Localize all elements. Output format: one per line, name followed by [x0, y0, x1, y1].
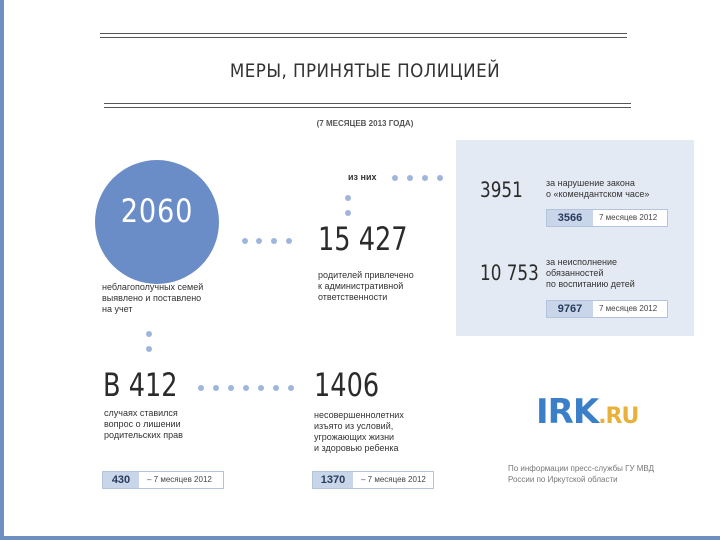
source-note — [508, 463, 654, 485]
upbringing-description-line: за неисполнение — [546, 257, 618, 267]
rights-description-line: вопрос о лишении — [104, 419, 181, 429]
curfew-number: 3951 — [480, 178, 523, 202]
top-rule-2 — [100, 37, 627, 38]
curfew-comparison-number: 3566 — [547, 210, 593, 226]
connector-dot — [437, 175, 443, 181]
from-them-label: из них — [348, 172, 377, 182]
curfew-description-line: о «комендантском часе» — [546, 189, 650, 199]
minors-description-line: изъято из условий, — [314, 421, 394, 431]
connector-dot — [407, 175, 413, 181]
connector-dot — [146, 346, 152, 352]
parents-description-line: родителей привлечено — [318, 270, 414, 280]
connector-dot — [273, 385, 279, 391]
parents-description-line: ответственности — [318, 292, 388, 302]
connector-dot — [242, 238, 248, 244]
parents-number: 15 427 — [318, 220, 408, 258]
details-panel — [456, 140, 694, 336]
upbringing-comparison-badge — [546, 300, 668, 318]
connector-dot — [345, 195, 351, 201]
minors-comparison-label: – 7 месяцев 2012 — [361, 475, 426, 484]
upbringing-description-line: по воспитанию детей — [546, 279, 635, 289]
connector-dot — [288, 385, 294, 391]
curfew-comparison-label: 7 месяцев 2012 — [599, 213, 658, 222]
minors-description-line: несовершеннолетних — [314, 410, 404, 420]
rights-comparison-badge — [102, 471, 224, 489]
irk-logo — [536, 392, 638, 432]
minors-description-line: угрожающих жизни — [314, 432, 395, 442]
families-description-line: на учет — [102, 304, 133, 314]
connector-dot — [213, 385, 219, 391]
connector-dot — [228, 385, 234, 391]
upbringing-number: 10 753 — [480, 261, 539, 285]
families-description — [102, 282, 203, 315]
rights-comparison-number: 430 — [103, 472, 139, 488]
minors-description — [314, 410, 404, 454]
connector-dot — [286, 238, 292, 244]
curfew-description — [546, 178, 649, 200]
irk-logo-suffix: .RU — [598, 404, 639, 429]
minors-comparison-badge — [312, 471, 434, 489]
connector-dot — [256, 238, 262, 244]
families-circle — [95, 160, 219, 284]
connector-dot — [198, 385, 204, 391]
connector-dot — [392, 175, 398, 181]
connector-dot — [258, 385, 264, 391]
minors-number: 1406 — [314, 366, 380, 404]
source-line: По информации пресс-службы ГУ МВД — [508, 464, 655, 473]
rights-description — [104, 408, 183, 441]
upbringing-comparison-label: 7 месяцев 2012 — [599, 304, 658, 313]
connector-dot — [345, 210, 351, 216]
page-subtitle: (7 МЕСЯЦЕВ 2013 ГОДА) — [316, 119, 414, 128]
families-description-line: неблагополучных семей — [102, 282, 204, 292]
parents-description — [318, 270, 414, 303]
top-rule — [100, 33, 627, 34]
bottom-rule-2 — [104, 107, 631, 108]
rights-description-line: случаях ставился — [104, 408, 178, 418]
frame-bottom-border — [0, 536, 720, 540]
curfew-description-line: за нарушение закона — [546, 178, 635, 188]
connector-dot — [243, 385, 249, 391]
rights-description-line: родительских прав — [104, 430, 183, 440]
irk-logo-main: IRK — [536, 392, 599, 432]
bottom-rule — [104, 103, 631, 104]
minors-comparison-number: 1370 — [313, 472, 353, 488]
connector-dot — [271, 238, 277, 244]
frame-left-border — [0, 0, 4, 540]
upbringing-description — [546, 257, 635, 290]
connector-dot — [146, 331, 152, 337]
minors-description-line: и здоровью ребенка — [314, 443, 399, 453]
parents-description-line: к административной — [318, 281, 404, 291]
curfew-comparison-badge — [546, 209, 668, 227]
page-title: МЕРЫ, ПРИНЯТЫЕ ПОЛИЦИЕЙ — [229, 60, 501, 82]
upbringing-comparison-number: 9767 — [547, 301, 593, 317]
families-description-line: выявлено и поставлено — [102, 293, 202, 303]
source-line: России по Иркутской области — [508, 475, 618, 484]
rights-comparison-label: – 7 месяцев 2012 — [147, 475, 212, 484]
rights-number: В 412 — [103, 366, 178, 404]
families-number: 2060 — [120, 192, 194, 230]
upbringing-description-line: обязанностей — [546, 268, 604, 278]
connector-dot — [422, 175, 428, 181]
